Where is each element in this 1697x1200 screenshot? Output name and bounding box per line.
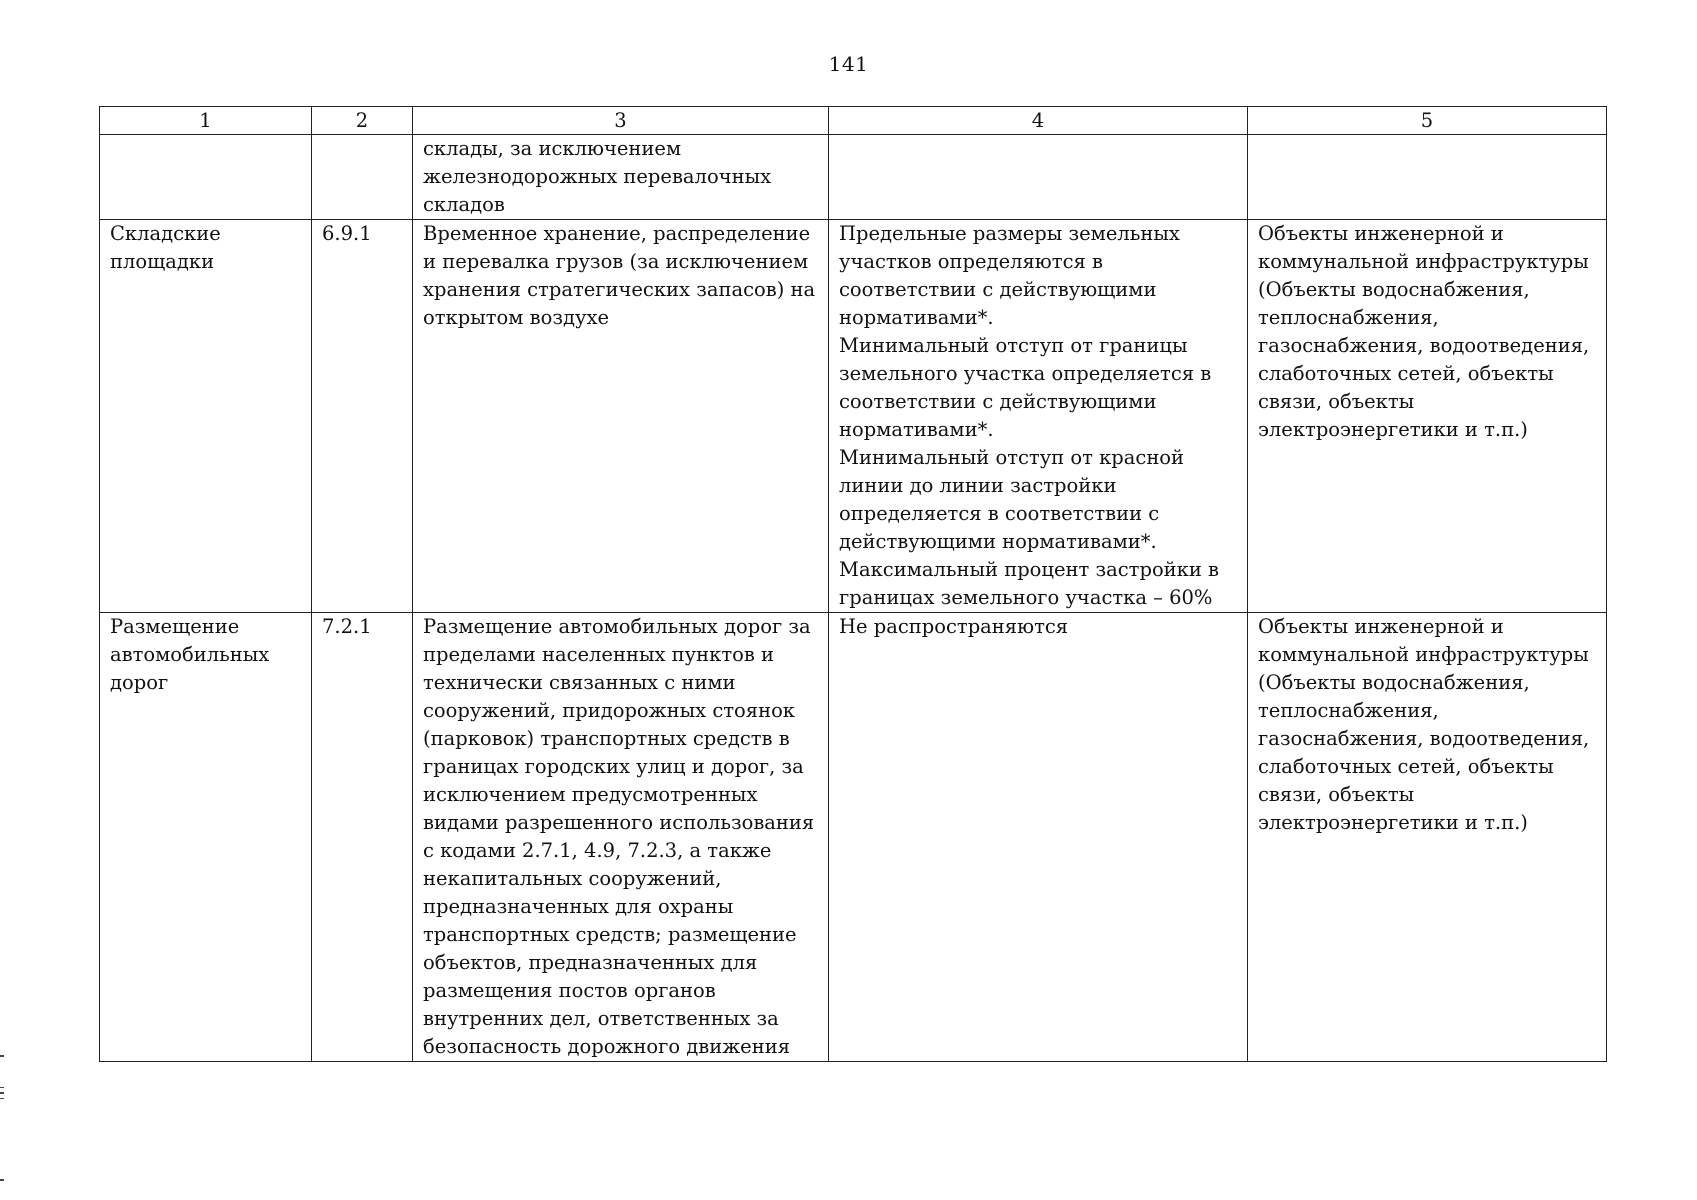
regulations-table	[99, 106, 1607, 1062]
cell-use-name: Размещение автомобильных дорог	[100, 613, 312, 1062]
cell-auxiliary: Объекты инженерной и коммунальной инфраструктуры (Объекты водоснабжения, теплоснабжения, газоснабжения, водоотведения, слаботочных сетей, объекты связи, объекты электроэнергетики и т.п.)	[1248, 220, 1607, 613]
cell-description: Размещение автомобильных дорог за пределами населенных пунктов и технически связанных с ними сооружений, придорожных стоянок (парковок) транспортных средств в границах городских улиц и дорог, за исключением предусмотренных видами разрешенного использования с кодами 2.7.1, 4.9, 7.2.3, а также некапитальных сооружений, предназначенных для охраны транспортных средств; размещение объектов, предназначенных для размещения постов органов внутренних дел, ответственных за безопасность дорожного движения	[413, 613, 829, 1062]
table-header-row	[100, 107, 1607, 135]
cell-description: Временное хранение, распределение и перевалка грузов (за исключением хранения стратегических запасов) на открытом воздухе	[413, 220, 829, 613]
cell-use-name: Складские площадки	[100, 220, 312, 613]
cell-code: 7.2.1	[312, 613, 413, 1062]
table-row	[100, 135, 1607, 220]
column-header-5: 5	[1248, 107, 1607, 135]
cell-use-name	[100, 135, 312, 220]
table-row	[100, 220, 1607, 613]
cell-auxiliary	[1248, 135, 1607, 220]
column-header-2: 2	[312, 107, 413, 135]
page-number: 141	[828, 52, 869, 76]
cell-code: 6.9.1	[312, 220, 413, 613]
cell-parameters: Не распространяются	[829, 613, 1248, 1062]
column-header-1: 1	[100, 107, 312, 135]
cell-description: склады, за исключением железнодорожных перевалочных складов	[413, 135, 829, 220]
cell-auxiliary: Объекты инженерной и коммунальной инфраструктуры (Объекты водоснабжения, теплоснабжения, газоснабжения, водоотведения, слаботочных сетей, объекты связи, объекты электроэнергетики и т.п.)	[1248, 613, 1607, 1062]
column-header-3: 3	[413, 107, 829, 135]
cell-parameters	[829, 135, 1248, 220]
cell-parameters: Предельные размеры земельных участков определяются в соответствии с действующими нормативами*. Минимальный отступ от границы земельного участка определяется в соответствии с действующими нормативами*. Минимальный отступ от красной линии до линии застройки определяется в соответствии с действующими нормативами*. Максимальный процент застройки в границах земельного участка – 60%	[829, 220, 1248, 613]
column-header-4: 4	[829, 107, 1248, 135]
margin-marks	[0, 1055, 6, 1181]
cell-code	[312, 135, 413, 220]
table-row	[100, 613, 1607, 1062]
